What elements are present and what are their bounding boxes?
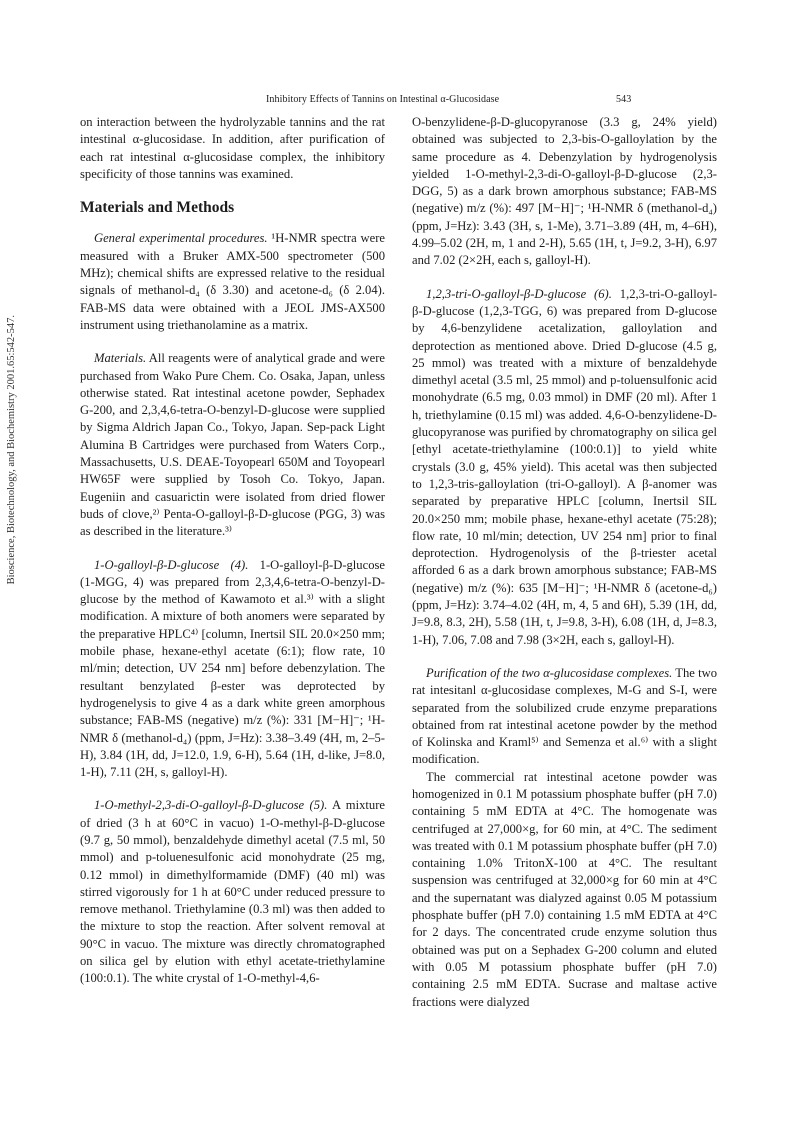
runin-heading: Materials. [94,351,147,366]
page-number: 543 [616,94,632,105]
paragraph-text: 1-O-galloyl-β-D-glucose (1-MGG, 4) was prepared from 2,3,4,6-tetra-O-benzyl-D-glucose by the method of Kawamoto et al.³⁾ with a slight modification. A mixture of both anomers were separated by the preparative HPLC⁴⁾ [column, Inertsil SIL 20.0×250 mm; mobile phase, hexane-ethyl acetate (6:1); flow rate, 10 ml/min; detection, UV 254 nm] before debenzylation. The resultant benzylated β-ester was deprotected by hydrogenelysis to give 4 as a dark white green amorphous substance; FAB-MS (negative) m/z (%): 331 [M−H]⁻; ¹H-NMR δ (methanol-d₄) (ppm, J=Hz): 3.38–3.49 (4H, m, 2–5-H), 3.84 (1H, dd, J=12.0, 1.9, 6-H), 5.64 (1H, d-like, J=8.0, 1-H), 7.11 (2H, s, galloyl-H). [80,557,385,780]
dgg-continued-paragraph: O-benzylidene-β-D-glucopyranose (3.3 g, 24% yield) obtained was subjected to 2,3-bis-O-galloylation by the same procedure as 4. Debenzylation by hydrogenolysis yielded 1-O-methyl-2,3-di-O-galloyl-β-D-glucose (2,3-DGG, 5) as a dark brown amorphous substance; FAB-MS (negative) m/z (%): 497 [M−H]⁻; ¹H-NMR δ (methanol-d₄) (ppm, J=Hz): 3.43 (3H, s, 1-Me), 3.71–3.89 (4H, m, 4–6H), 4.99–5.02 (2H, m, 1 and 2-H), 5.65 (1H, t, J=9.2, 3-H), 6.97 and 7.02 (2×2H, each s, galloyl-H). [412,115,717,268]
journal-citation: Bioscience, Biotechnology, and Biochemistry 2001.65:542-547. [5,315,17,585]
runin-heading: 1,2,3-tri-O-galloyl-β-D-glucose (6). [426,286,612,301]
runin-heading: General experimental procedures. [94,231,268,246]
paragraph-text: ¹H-NMR spectra were measured with a Bruker AMX-500 spectrometer (500 MHz); chemical shifts are expressed relative to the residual signals of methanol-d₄ (δ 3.30) and acetone-d₆ (δ 2.04). FAB-MS data were obtained with a JEOL JMS-AX500 instrument using triethanolamine as a matrix. [80,231,385,332]
runin-heading: 1-O-galloyl-β-D-glucose (4). [94,557,249,572]
purification-paragraph [412,665,717,769]
section-heading: Materials and Methods [80,199,235,217]
intro-continued-paragraph: on interaction between the hydrolyzable tannins and the rat intestinal α-glucosidase. In addition, after purification of each rat intestinal α-glucosidase complex, the inhibitory specificity of those tannins was examined. [80,115,385,181]
running-title: Inhibitory Effects of Tannins on Intestinal α-Glucosidase [266,94,500,105]
left-column [80,114,385,988]
general-procedures-paragraph [80,230,385,334]
paragraph-text: 1,2,3-tri-O-galloyl-β-D-glucose (1,2,3-TGG, 6) was prepared from D-glucose by 4,6-benzylidene acetalization, galloylation and deprotection as mentioned above. Dried D-glucose (4.5 g, 25 mmol) was treated with a mixture of benzaldehyde dimethyl acetal (3.5 ml, 25 mmol) and p-toluensulfonic acid monohydrate (6.5 mg, 0.03 mmol) in DMF (20 ml). After 1 h, triethylamine (0.15 ml) was added. 4,6-O-benzylidene-D-glucopyranose was purified by chromatography on silica gel [ethyl acetate-triethylamine (100:0.1)] to yield white crystals (3.0 g, 45% yield). This acetal was then subjected to 1,2,3-tris-galloylation (tri-O-galloyl). A β-anomer was separated by preparative HPLC [column, Inertsil SIL 20.0×250 mm; mobile phase, hexane-ethyl acetate (75:28); flow rate, 10 ml/min; detection, UV 254 nm] prior to final deprotection. Hydrogenolysis of the β-triester acetal afforded 6 as a dark brown amorphous substance; FAB-MS (negative) m/z (%): 635 [M−H]⁻; ¹H-NMR δ (acetone-d₆) (ppm, J=Hz): 3.74–4.02 (4H, m, 4, 5 and 6H), 5.39 (1H, dd, J=9.8, 8.3, 2H), 5.58 (1H, t, J=9.8, 3-H), 6.08 (1H, d, J=8.3, 1-H), 7.06, 7.08 and 7.98 (3×2H, each s, galloyl-H). [412,286,718,647]
paragraph-text: The two rat intesitanl α-glucosidase complexes, M-G and S-I, were separated from the solubilized crude enzyme preparations obtained from rat intestinal acetone powder by the method of Kolinska and Kraml⁵⁾ and Semenza et al.⁶⁾ with a slight modification. [412,665,717,767]
runin-heading: 1-O-methyl-2,3-di-O-galloyl-β-D-glucose (5). [94,798,328,813]
materials-paragraph [80,350,385,540]
paragraph-text: A mixture of dried (3 h at 60°C in vacuo) 1-O-methyl-β-D-glucose (9.7 g, 50 mmol), benzaldehyde dimethyl acetal (7.5 ml, 50 mmol) and p-toluenesulfonic acid monohydrate (25 mg, 0.12 mmol) in dimethylformamide (DMF) (40 ml) was stirred vigorously for 1 h at 60°C under reduced pressure to remove methanol. Triethylamine (0.3 ml) was then added to the mixture to stop the reaction. After solvent removal at 90°C in vacuo. The mixture was directly chromatographed on silica gel by elution with ethyl acetate-triethylamine (100:0.1). The white crystal of 1-O-methyl-4,6- [80,798,385,986]
dgg-synthesis-paragraph [80,797,385,987]
right-column [412,114,717,1011]
runin-heading: Purification of the two α-glucosidase complexes. [426,665,673,680]
paragraph-text: All reagents were of analytical grade and were purchased from Wako Pure Chem. Co. Osaka, Japan, unless otherwise stated. Rat intestinal acetone powder, Sephadex G-200, and 2,3,4,6-tetra-O-benzyl-D-glucose were supplied by Sigma Aldrich Japan Co., Tokyo, Japan. Sep-pack Light Alumina B Cartridges were purchased from Waters Corp., Massachusetts, U.S. DEAE-Toyopearl 650M and Toyopearl HW65F were supplied by Tosoh Co. Tokyo, Japan. Eugeniin and casuarictin were isolated from dried flower buds of clove,²⁾ Penta-O-galloyl-β-D-glucose (PGG, 3) was as described in the literature.³⁾ [80,351,385,539]
tgg-synthesis-paragraph [412,286,717,649]
journal-citation-sidebar [0,180,22,720]
homogenate-paragraph: The commercial rat intestinal acetone powder was homogenized in 0.1 M potassium phosphate buffer (pH 7.0) containing 5 mM EDTA at 4°C. The homogenate was centrifuged at 27,000×g, for 60 min, at 4°C. The sediment was treated with 0.1 M potassium phosphate buffer (pH 7.0) containing 1.0% TritonX-100 at 4°C. The resultant suspension was centrifuged at 32,000×g for 60 min at 4°C and the supernatant was dialyzed against 0.05 M potassium phosphate buffer (pH 7.0) containing 1.5 mM EDTA at 4°C for 2 days. The concentrated crude enzyme solution thus obtained was put on a Sephadex G-200 column and eluted with 0.05 M potassium phosphate buffer (pH 7.0) containing 2.5 mM EDTA. Sucrase and maltase active fractions were dialyzed [412,769,717,1009]
mgg-synthesis-paragraph [80,557,385,782]
